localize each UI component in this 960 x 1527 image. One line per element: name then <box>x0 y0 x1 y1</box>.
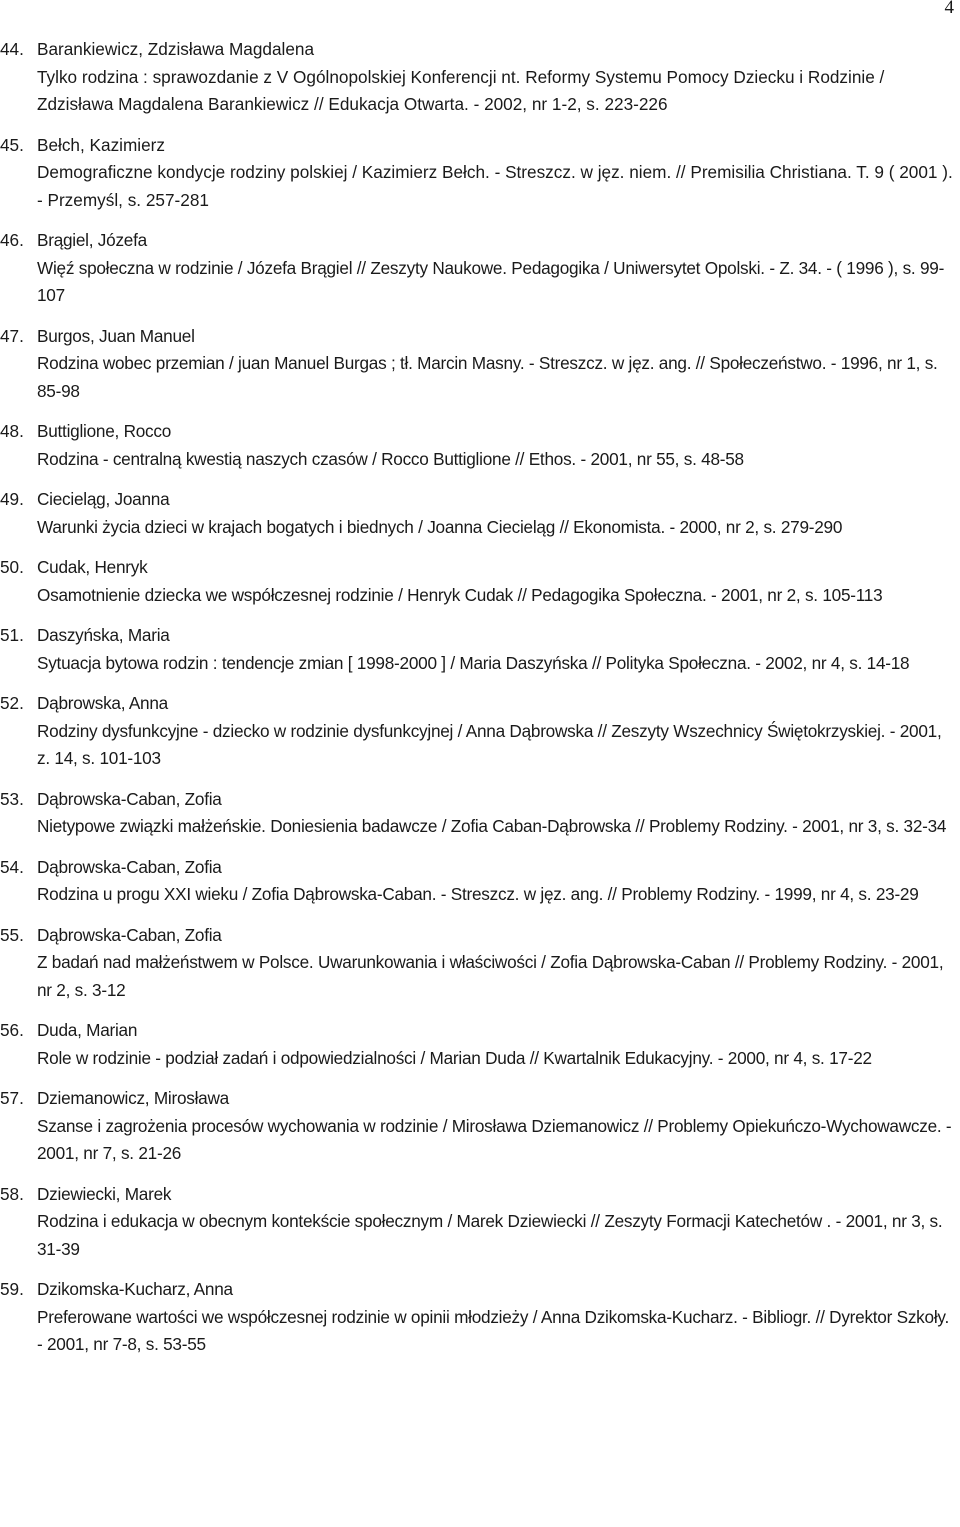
entry-citation: Warunki życia dzieci w krajach bogatych i biednych / Joanna Ciecieląg // Ekonomista. - 2000, nr 2, s. 279-290 <box>37 516 843 537</box>
entry-citation: Rodziny dysfunkcyjne - dziecko w rodzinie dysfunkcyjnej / Anna Dąbrowska // Zeszyty Wszechnicy Świętokrzyskiej. - 2001, z. 14, s. 101-103 <box>37 720 942 768</box>
entry-author: Dziewiecki, Marek <box>37 1183 172 1204</box>
entry-author: Cudak, Henryk <box>37 557 148 577</box>
entry-author: Dąbrowska-Caban, Zofia <box>37 924 222 945</box>
entry-author: Dzikomska-Kucharz, Anna <box>37 1279 233 1299</box>
bibliography-entry <box>0 323 960 406</box>
entry-number: 52. <box>0 693 24 713</box>
entry-citation: Rodzina wobec przemian / juan Manuel Burgas ; tł. Marcin Masny. - Streszcz. w jęz. ang. // Społeczeństwo. - 1996, nr 1, s. 85-98 <box>37 353 938 401</box>
entry-number: 45. <box>0 134 24 155</box>
entry-citation: Tylko rodzina : sprawozdanie z V Ogólnopolskiej Konferencji nt. Reformy Systemu Pomocy Dziecku i Rodzinie / Zdzisława Magdalena Barankiewicz // Edukacja Otwarta. - 2002, nr 1-2, s. 223-226 <box>37 66 885 114</box>
entry-number: 56. <box>0 1020 24 1040</box>
entry-number: 53. <box>0 788 24 809</box>
entry-author: Dziemanowicz, Mirosława <box>37 1088 229 1108</box>
entry-citation: Rodzina i edukacja w obecnym kontekście społecznym / Marek Dziewiecki // Zeszyty Formacji Katechetów . - 2001, nr 3, s. 31-39 <box>37 1211 943 1259</box>
entry-citation: Preferowane wartości we współczesnej rodzinie w opinii młodzieży / Anna Dzikomska-Kucharz. - Bibliogr. // Dyrektor Szkoły. - 2001, nr 7-8, s. 53-55 <box>37 1306 949 1354</box>
entry-number: 55. <box>0 924 24 945</box>
entry-citation: Z badań nad małżeństwem w Polsce. Uwarunkowania i właściwości / Zofia Dąbrowska-Caban // Problemy Rodziny. - 2001, nr 2, s. 3-12 <box>37 952 944 1000</box>
entry-citation: Nietypowe związki małżeńskie. Doniesienia badawcze / Zofia Caban-Dąbrowska // Problemy Rodziny. - 2001, nr 3, s. 32-34 <box>37 816 947 836</box>
entry-number: 44. <box>0 39 24 59</box>
bibliography-entry <box>0 690 960 773</box>
entry-citation: Rodzina u progu XXI wieku / Zofia Dąbrowska-Caban. - Streszcz. w jęz. ang. // Problemy Rodziny. - 1999, nr 4, s. 23-29 <box>37 884 919 904</box>
bibliography-list <box>0 36 960 1359</box>
entry-citation: Rodzina - centralną kwestią naszych czasów / Rocco Buttiglione // Ethos. - 2001, nr 55, s. 48-58 <box>37 448 744 469</box>
entry-author: Dąbrowska-Caban, Zofia <box>37 856 222 877</box>
entry-number: 47. <box>0 325 24 346</box>
entry-number: 48. <box>0 421 24 441</box>
bibliography-entry <box>0 922 960 1005</box>
entry-author: Dąbrowska, Anna <box>37 693 168 713</box>
entry-author: Brągiel, Józefa <box>37 230 147 250</box>
bibliography-entry <box>0 1017 960 1072</box>
entry-author: Barankiewicz, Zdzisława Magdalena <box>37 39 315 59</box>
entry-number: 46. <box>0 230 24 250</box>
entry-number: 50. <box>0 557 24 577</box>
bibliography-entry <box>0 132 960 215</box>
entry-author: Daszyńska, Maria <box>37 625 170 645</box>
entry-author: Dąbrowska-Caban, Zofia <box>37 788 222 809</box>
page-number: 4 <box>944 0 954 18</box>
bibliography-entry <box>0 418 960 473</box>
bibliography-entry <box>0 227 960 310</box>
entry-citation: Szanse i zagrożenia procesów wychowania w rodzinie / Mirosława Dziemanowicz // Problemy Opiekuńczo-Wychowawcze. - 2001, nr 7, s. 21-26 <box>37 1115 952 1163</box>
bibliography-entry <box>0 36 960 119</box>
entry-number: 49. <box>0 489 24 509</box>
entry-citation: Demograficzne kondycje rodziny polskiej / Kazimierz Bełch. - Streszcz. w jęz. niem. // Premisilia Christiana. T. 9 ( 2001 ). - Przemyśl, s. 257-281 <box>37 162 953 210</box>
bibliography-entry <box>0 786 960 841</box>
bibliography-entry <box>0 554 960 609</box>
entry-number: 51. <box>0 625 24 645</box>
entry-citation: Więź społeczna w rodzinie / Józefa Brągiel // Zeszyty Naukowe. Pedagogika / Uniwersytet Opolski. - Z. 34. - ( 1996 ), s. 99-107 <box>37 257 945 305</box>
entry-citation: Osamotnienie dziecka we współczesnej rodzinie / Henryk Cudak // Pedagogika Społeczna. - 2001, nr 2, s. 105-113 <box>37 584 883 605</box>
entry-citation: Sytuacja bytowa rodzin : tendencje zmian [ 1998-2000 ] / Maria Daszyńska // Polityka Społeczna. - 2002, nr 4, s. 14-18 <box>37 652 910 673</box>
entry-number: 58. <box>0 1183 24 1204</box>
entry-number: 57. <box>0 1088 24 1108</box>
entry-author: Burgos, Juan Manuel <box>37 325 195 346</box>
entry-citation: Role w rodzinie - podział zadań i odpowiedzialności / Marian Duda // Kwartalnik Edukacyjny. - 2000, nr 4, s. 17-22 <box>37 1047 872 1068</box>
entry-number: 59. <box>0 1279 24 1299</box>
entry-author: Buttiglione, Rocco <box>37 421 172 441</box>
bibliography-entry <box>0 1181 960 1264</box>
bibliography-entry <box>0 486 960 541</box>
bibliography-entry <box>0 1085 960 1168</box>
bibliography-entry <box>0 854 960 909</box>
entry-number: 54. <box>0 856 24 877</box>
entry-author: Ciecieląg, Joanna <box>37 489 170 509</box>
bibliography-entry <box>0 622 960 677</box>
entry-author: Bełch, Kazimierz <box>37 134 165 155</box>
entry-author: Duda, Marian <box>37 1020 138 1040</box>
bibliography-entry <box>0 1276 960 1359</box>
